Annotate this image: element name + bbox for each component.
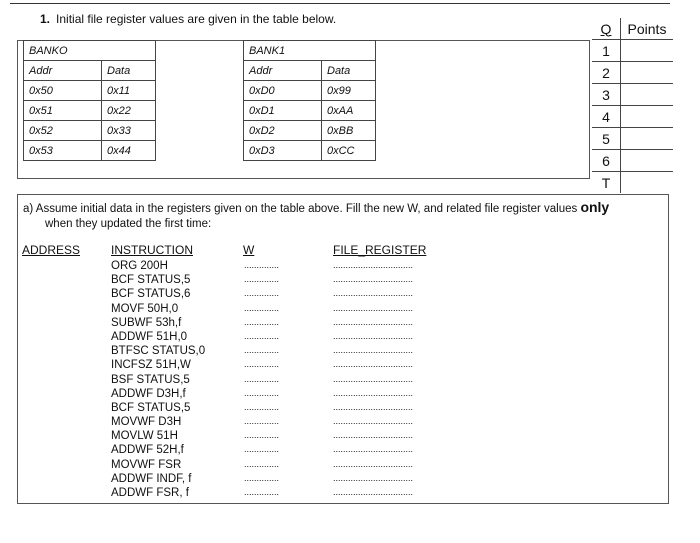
bank1-cell: 0xD2 — [244, 121, 322, 141]
w-answer-blank[interactable]: .............. — [244, 487, 280, 497]
instruction-text: MOVF 50H,0 — [111, 302, 179, 315]
instruction-text: BCF STATUS,5 — [111, 401, 191, 414]
points-header-q: Q — [592, 18, 621, 40]
bank1-cell: 0xD3 — [244, 141, 322, 161]
bank1-table — [243, 40, 376, 161]
file-register-answer-blank[interactable]: ................................ — [333, 373, 414, 384]
instruction-text: SUBWF 53h,f — [111, 316, 182, 329]
instruction-text: ADDWF 51H,0 — [111, 330, 188, 343]
instruction-text: MOVWF FSR — [111, 458, 182, 471]
file-register-answer-blank[interactable]: ................................ — [333, 316, 414, 327]
column-w: W — [243, 243, 255, 257]
file-register-answer-blank[interactable]: ................................ — [333, 345, 414, 356]
question-number: 1. — [40, 12, 51, 26]
instruction-text: ADDWF FSR, f — [111, 487, 189, 499]
instruction-text: BSF STATUS,5 — [111, 373, 190, 386]
w-answer-blank[interactable]: .............. — [244, 373, 280, 384]
bank0-cell: 0x51 — [24, 101, 102, 121]
file-register-answer-blank[interactable]: ................................ — [333, 274, 414, 285]
bank1-cell: 0x99 — [322, 81, 376, 101]
w-answer-blank[interactable]: .............. — [244, 472, 280, 483]
file-register-answer-blank[interactable]: ................................ — [333, 302, 414, 313]
bank0-cell: 0x22 — [102, 101, 156, 121]
file-register-answer-blank[interactable]: ................................ — [333, 288, 414, 299]
w-answer-blank[interactable]: .............. — [244, 274, 280, 285]
w-answer-blank[interactable]: .............. — [244, 260, 280, 270]
file-register-answer-blank[interactable]: ................................ — [333, 487, 414, 497]
bank0-cell: 0x44 — [102, 141, 156, 161]
instruction-text: BCF STATUS,5 — [111, 274, 191, 287]
w-answer-blank[interactable]: .............. — [244, 316, 280, 327]
instruction-text: ORG 200H — [111, 260, 168, 272]
points-q: 6 — [592, 150, 621, 172]
points-cell[interactable] — [621, 84, 674, 106]
points-table — [592, 18, 673, 193]
file-register-answer-blank[interactable]: ................................ — [333, 430, 414, 441]
w-answer-blank[interactable]: .............. — [244, 444, 280, 455]
w-answer-blank[interactable]: .............. — [244, 387, 280, 398]
bank1-header-data: Data — [322, 61, 376, 81]
w-answer-blank[interactable]: .............. — [244, 359, 280, 370]
bank0-cell: 0x52 — [24, 121, 102, 141]
points-q: 3 — [592, 84, 621, 106]
w-answer-blank[interactable]: .............. — [244, 330, 280, 341]
instruction-text: INCFSZ 51H,W — [111, 359, 191, 372]
bank0-cell: 0x53 — [24, 141, 102, 161]
points-cell[interactable] — [621, 40, 674, 62]
part-a-text2: when they updated the first time: — [45, 218, 212, 230]
bank1-cell: 0xBB — [322, 121, 376, 141]
file-register-answer-blank[interactable]: ................................ — [333, 416, 414, 427]
points-header-points: Points — [627, 20, 667, 37]
instruction-text: ADDWF INDF, f — [111, 472, 192, 485]
instruction-text: BTFSC STATUS,0 — [111, 345, 206, 358]
points-cell[interactable] — [621, 150, 674, 172]
bank1-title: BANK1 — [244, 41, 376, 61]
points-cell[interactable] — [621, 106, 674, 128]
top-rule — [10, 3, 670, 4]
points-q: 2 — [592, 62, 621, 84]
w-answer-blank[interactable]: .............. — [244, 416, 280, 427]
file-register-answer-blank[interactable]: ................................ — [333, 359, 414, 370]
file-register-answer-blank[interactable]: ................................ — [333, 472, 414, 483]
points-cell[interactable] — [621, 128, 674, 150]
column-address: ADDRESS — [22, 243, 81, 257]
bank0-header-data: Data — [102, 61, 156, 81]
points-q: 1 — [592, 40, 621, 62]
part-a-text: Assume initial data in the registers given on the table above. Fill the new W, and related file register values — [35, 203, 578, 215]
instruction-text: ADDWF D3H,f — [111, 387, 186, 400]
w-answer-blank[interactable]: .............. — [244, 302, 280, 313]
instruction-text: MOVWF D3H — [111, 416, 182, 429]
points-q: T — [592, 172, 621, 194]
points-cell[interactable] — [621, 172, 674, 194]
instruction-text: BCF STATUS,6 — [111, 288, 191, 301]
bank0-cell: 0x33 — [102, 121, 156, 141]
w-answer-blank[interactable]: .............. — [244, 458, 280, 469]
points-q: 5 — [592, 128, 621, 150]
bank0-header-addr: Addr — [24, 61, 102, 81]
part-a-emphasis: only — [580, 199, 610, 215]
bank1-cell: 0xCC — [322, 141, 376, 161]
bank1-cell: 0xAA — [322, 101, 376, 121]
w-answer-blank[interactable]: .............. — [244, 288, 280, 299]
points-q: 4 — [592, 106, 621, 128]
column-file-register: FILE_REGISTER — [333, 243, 427, 257]
file-register-answer-blank[interactable]: ................................ — [333, 330, 414, 341]
question-text: Initial file register values are given in the table below. — [56, 12, 337, 26]
w-answer-blank[interactable]: .............. — [244, 430, 280, 441]
bank1-cell: 0xD1 — [244, 101, 322, 121]
file-register-answer-blank[interactable]: ................................ — [333, 458, 414, 469]
bank0-cell: 0x50 — [24, 81, 102, 101]
bank0-table — [23, 40, 156, 161]
file-register-answer-blank[interactable]: ................................ — [333, 387, 414, 398]
bank1-header-addr: Addr — [244, 61, 322, 81]
question-heading — [40, 12, 336, 26]
instruction-text: ADDWF 52H,f — [111, 444, 184, 457]
w-answer-blank[interactable]: .............. — [244, 401, 280, 412]
bank1-cell: 0xD0 — [244, 81, 322, 101]
column-instruction: INSTRUCTION — [111, 243, 193, 257]
file-register-answer-blank[interactable]: ................................ — [333, 444, 414, 455]
bank0-title: BANKO — [24, 41, 156, 61]
file-register-answer-blank[interactable]: ................................ — [333, 401, 414, 412]
points-cell[interactable] — [621, 62, 674, 84]
w-answer-blank[interactable]: .............. — [244, 345, 280, 356]
part-a-prompt — [23, 200, 663, 232]
part-a-label: a) — [23, 203, 34, 215]
file-register-answer-blank[interactable]: ................................ — [333, 260, 414, 270]
bank0-cell: 0x11 — [102, 81, 156, 101]
instruction-text: MOVLW 51H — [111, 430, 178, 443]
